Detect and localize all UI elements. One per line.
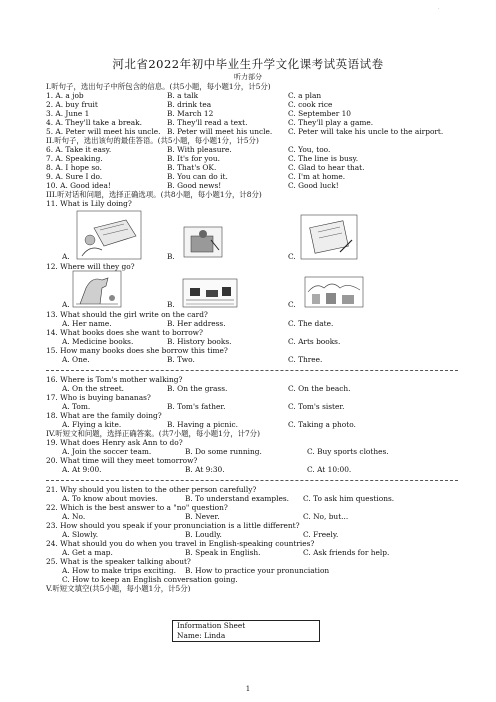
option-c: C. September 10 [288, 109, 352, 118]
option-c: C. To ask him questions. [303, 494, 395, 503]
option-a: 1. A. a job [46, 91, 84, 100]
question-row [0, 127, 496, 136]
question-row [0, 154, 496, 163]
page-title: 河北省2022年初中毕业生升学文化课考试英语试卷 [112, 57, 384, 71]
option-b: B. Her address. [167, 319, 226, 328]
section-3-heading: III.听对话和问题，选择正确选项。(共8小题，每小题1分，计8分) [46, 190, 262, 199]
question-12: 12. Where will they go? [46, 262, 135, 271]
option-a: A. At 9:00. [62, 465, 102, 474]
option-b: B. Loudly. [185, 530, 222, 539]
option-c: C. cook rice [288, 100, 333, 109]
question-21: 21. Why should you listen to the other person carefully? [46, 485, 257, 494]
question-row [0, 337, 496, 346]
option-a: A. Flying a kite. [62, 420, 122, 429]
section-5-heading: V.听短文填空(共5小题，每小题1分，计5分) [46, 584, 191, 593]
option-a: 6. A. Take it easy. [46, 145, 112, 154]
option-c: C. [288, 252, 296, 261]
option-a: 5. A. Peter will meet his uncle. [46, 127, 161, 136]
option-a: 10. A. Good idea! [46, 181, 111, 190]
option-b: B. [167, 300, 175, 309]
question-13: 13. What should the girl write on the card? [46, 310, 208, 319]
corner-mark: · [438, 6, 440, 12]
option-b: B. Tom's father. [167, 402, 226, 411]
option-a: 3. A. June 1 [46, 109, 90, 118]
question-row [0, 420, 496, 429]
option-c: C. Glad to hear that. [288, 163, 365, 172]
option-b: B. a talk [167, 91, 199, 100]
option-a: A. [62, 252, 70, 261]
question-row [0, 494, 496, 503]
option-b: B. Never. [185, 512, 220, 521]
option-b: B. That's OK. [167, 163, 217, 172]
option-a: A. Medicine books. [62, 337, 134, 346]
question-18: 18. What are the family doing? [46, 411, 162, 420]
question-row [0, 181, 496, 190]
question-row [0, 109, 496, 118]
question-row [0, 402, 496, 411]
option-a: A. Slowly. [62, 530, 99, 539]
option-b: B. [167, 252, 175, 261]
option-c: C. They'll play a game. [288, 118, 374, 127]
option-b: B. Two. [167, 355, 195, 364]
option-b: B. Speak in English. [185, 548, 261, 557]
option-b: B. They'll read a text. [167, 118, 248, 127]
option-b: B. How to practice your pronunciation [185, 566, 330, 575]
question-row [0, 575, 496, 584]
option-c: C. At 10:00. [307, 465, 352, 474]
option-c: C. No, but... [303, 512, 349, 521]
option-a: A. [62, 300, 70, 309]
option-c: C. Freely. [303, 530, 339, 539]
option-c: C. You, too. [288, 145, 331, 154]
option-a: 9. A. Sure I do. [46, 172, 103, 181]
q12-options [0, 300, 496, 309]
question-row [0, 100, 496, 109]
option-c: C. Ask friends for help. [303, 548, 390, 557]
sheet-title: Information Sheet [177, 621, 246, 630]
option-b: B. Good news! [167, 181, 222, 190]
section-4-heading: IV.听短文和问题，选择正确答案。(共7小题，每小题1分，计7分) [46, 429, 260, 438]
question-row [0, 447, 496, 456]
option-c: C. I'm at home. [288, 172, 346, 181]
option-c: C. The line is busy. [288, 154, 359, 163]
option-b: B. Peter will meet his uncle. [167, 127, 273, 136]
section-2-heading: II.听句子，选出该句的最佳答语。(共5小题，每小题1分，计5分) [46, 136, 259, 145]
option-a: 2. A. buy fruit [46, 100, 98, 109]
page-number: 1 [245, 685, 251, 693]
option-a: 8. A. I hope so. [46, 163, 102, 172]
divider [46, 480, 458, 481]
question-row [0, 384, 496, 393]
option-b: B. Do some running. [185, 447, 262, 456]
question-24: 24. What should you do when you travel in English-speaking countries? [46, 539, 315, 548]
option-b: B. You can do it. [167, 172, 228, 181]
question-row [0, 145, 496, 154]
sheet-name: Name: Linda [177, 630, 226, 640]
option-b: B. On the grass. [167, 384, 228, 393]
section-1-heading: I.听句子，选出句子中所包含的信息。(共5小题，每小题1分，计5分) [46, 82, 271, 91]
question-row [0, 172, 496, 181]
option-c: C. [288, 300, 296, 309]
option-c: C. Taking a photo. [288, 420, 356, 429]
option-c: C. Good luck! [288, 181, 339, 190]
option-c: C. Three. [288, 355, 323, 364]
option-b: B. At 9:30. [185, 465, 225, 474]
q11-options [0, 252, 496, 261]
question-row [0, 465, 496, 474]
question-11: 11. What is Lily doing? [46, 199, 132, 208]
option-b: B. It's for you. [167, 154, 220, 163]
page-subtitle: 听力部分 [234, 73, 262, 81]
option-c: C. Buy sports clothes. [307, 447, 389, 456]
question-15: 15. How many books does she borrow this time? [46, 346, 228, 355]
question-19: 19. What does Henry ask Ann to do? [46, 438, 183, 447]
option-c: C. Peter will take his uncle to the airport. [288, 127, 444, 136]
question-20: 20. What time will they meet tomorrow? [46, 456, 198, 465]
question-25: 25. What is the speaker talking about? [46, 557, 191, 566]
option-a: A. To know about movies. [62, 494, 158, 503]
question-row [0, 566, 496, 575]
option-c: C. Arts books. [288, 337, 341, 346]
question-23: 23. How should you speak if your pronunciation is a little different? [46, 521, 300, 530]
option-a: 4. A. They'll take a break. [46, 118, 142, 127]
option-c: C. On the beach. [288, 384, 351, 393]
option-c: C. How to keep an English conversation going. [62, 575, 238, 584]
divider [46, 370, 458, 371]
option-a: A. No. [62, 512, 86, 521]
option-a: A. One. [62, 355, 90, 364]
question-row [0, 91, 496, 100]
option-a: A. Tom. [62, 402, 91, 411]
question-14: 14. What books does she want to borrow? [46, 328, 203, 337]
question-row [0, 512, 496, 521]
information-sheet [172, 620, 320, 642]
option-b: B. With pleasure. [167, 145, 232, 154]
option-a: 7. A. Speaking. [46, 154, 103, 163]
option-c: C. a plan [288, 91, 322, 100]
option-a: A. On the street. [62, 384, 125, 393]
question-17: 17. Who is buying bananas? [46, 393, 151, 402]
option-a: A. Join the soccer team. [62, 447, 152, 456]
option-b: B. drink tea [167, 100, 212, 109]
option-b: B. To understand examples. [185, 494, 290, 503]
option-b: B. Having a picnic. [167, 420, 238, 429]
question-row [0, 319, 496, 328]
option-c: C. The date. [288, 319, 334, 328]
question-16: 16. Where is Tom's mother walking? [46, 375, 183, 384]
option-a: A. How to make trips exciting. [62, 566, 176, 575]
option-c: C. Tom's sister. [288, 402, 345, 411]
question-row [0, 530, 496, 539]
question-row [0, 355, 496, 364]
option-b: B. History books. [167, 337, 232, 346]
question-row [0, 163, 496, 172]
option-a: A. Get a map. [62, 548, 113, 557]
option-a: A. Her name. [62, 319, 112, 328]
question-row [0, 118, 496, 127]
option-b: B. March 12 [167, 109, 214, 118]
question-row [0, 548, 496, 557]
question-22: 22. Which is the best answer to a "no" question? [46, 503, 228, 512]
